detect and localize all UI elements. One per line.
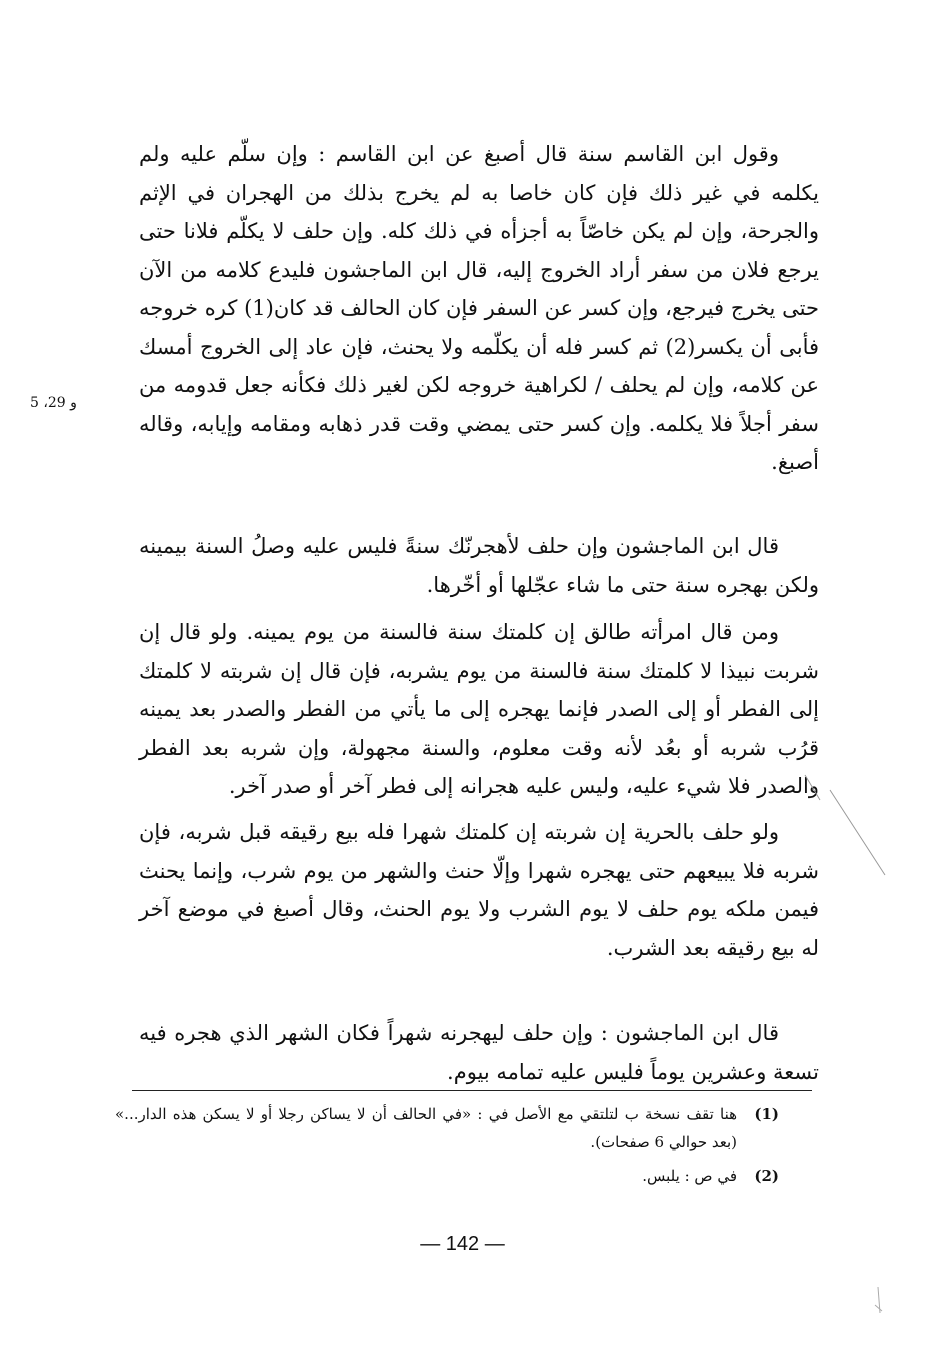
footnote-2 xyxy=(115,1162,779,1190)
scan-mark-bottom xyxy=(870,1285,890,1315)
paragraph-1 xyxy=(139,135,819,482)
footnotes xyxy=(115,1100,779,1196)
margin-folio-note: 5 ،29 و xyxy=(30,395,77,411)
footnote-2-number: (2) xyxy=(754,1167,779,1185)
paragraph-3 xyxy=(139,613,819,806)
footnote-1-number: (1) xyxy=(754,1105,779,1123)
page-number: — 142 — xyxy=(420,1233,505,1255)
footnote-1 xyxy=(115,1100,779,1156)
paragraph-3-text: ومن قال امرأته طالق إن كلمتك سنة فالسنة من يوم يمينه. ولو قال إن شربت نبيذا لا كلمتك سنة فالسنة من يوم يشربه، فإن قال إن شربته لا كلمتك إلى الفطر أو إلى الصدر فإنما يهجره إلى ما يأتي من الفطر والصدر بعد يمينه قرُب شربه أو بعُد لأنه وقت معلوم، والسنة مجهولة، وإن شربه بعد الفطر والصدر فلا شيء عليه، وليس عليه هجرانه إلى فطر آخر أو صدر آخر. xyxy=(139,620,819,798)
paragraph-4-text: ولو حلف بالحرية إن شربته إن كلمتك شهرا فله بيع رقيقه قبل شربه، فإن شربه فلا يبيعهم حتى يهجره شهرا وإلّا حنث والشهر من يوم شرب، وإنما يحنث فيمن ملكه يوم حلف لا يوم الشرب ولا يوم الحنث، وقال أصبغ في موضع آخر له بيع رقيقه بعد الشرب. xyxy=(139,820,819,960)
paragraph-2-text: قال ابن الماجشون وإن حلف لأهجرنّك سنةً فليس عليه وصلُ السنة بيمينه ولكن بهجره سنة حتى ما شاء عجّلها أو أخّرها. xyxy=(139,534,819,597)
paragraph-4 xyxy=(139,813,819,967)
footnote-1-text: هنا تقف نسخة ب لتلتقي مع الأصل في : «في الحالف أن لا يساكن رجلا أو لا يسكن هذه الدار...» (بعد حوالي 6 صفحات). xyxy=(115,1105,737,1151)
paragraph-1-text: وقول ابن القاسم سنة قال أصبغ عن ابن القاسم : وإن سلّم عليه ولم يكلمه في غير ذلك فإن كان خاصا به لم يخرج بذلك من الهجران في الإثم والجرحة، وإن لم يكن خاصّاً به أجزأه في ذلك كله. وإن حلف لا يكلّم فلانا حتى يرجع فلان من سفر أراد الخروج إليه، قال ابن الماجشون فليدع كلامه من الآن حتى يخرج فيرجع، وإن كسر عن السفر فإن كان الحالف قد كان(1) كره خروجه فأبى أن يكسر(2) ثم كسر فله أن يكلّمه ولا يحنث، فإن عاد إلى الخروج أمسك عن كلامه، وإن لم يحلف / لكراهية خروجه لكن لغير ذلك فكأنه جعل قدومه من سفر أجلاً فلا يكلمه. وإن كسر حتى يمضي وقت قدر ذهابه ومقامه وإيابه، وقاله أصبغ. xyxy=(139,142,820,474)
footnote-separator xyxy=(132,1090,812,1091)
scan-mark xyxy=(800,770,890,880)
paragraph-5 xyxy=(139,1014,819,1091)
paragraph-2 xyxy=(139,527,819,604)
paragraph-5-text: قال ابن الماجشون : وإن حلف ليهجرنه شهراً فكان الشهر الذي هجره فيه تسعة وعشرين يوماً فليس عليه تمامه بيوم. xyxy=(139,1021,819,1084)
footnote-2-text: في ص : يلبس. xyxy=(642,1167,737,1185)
